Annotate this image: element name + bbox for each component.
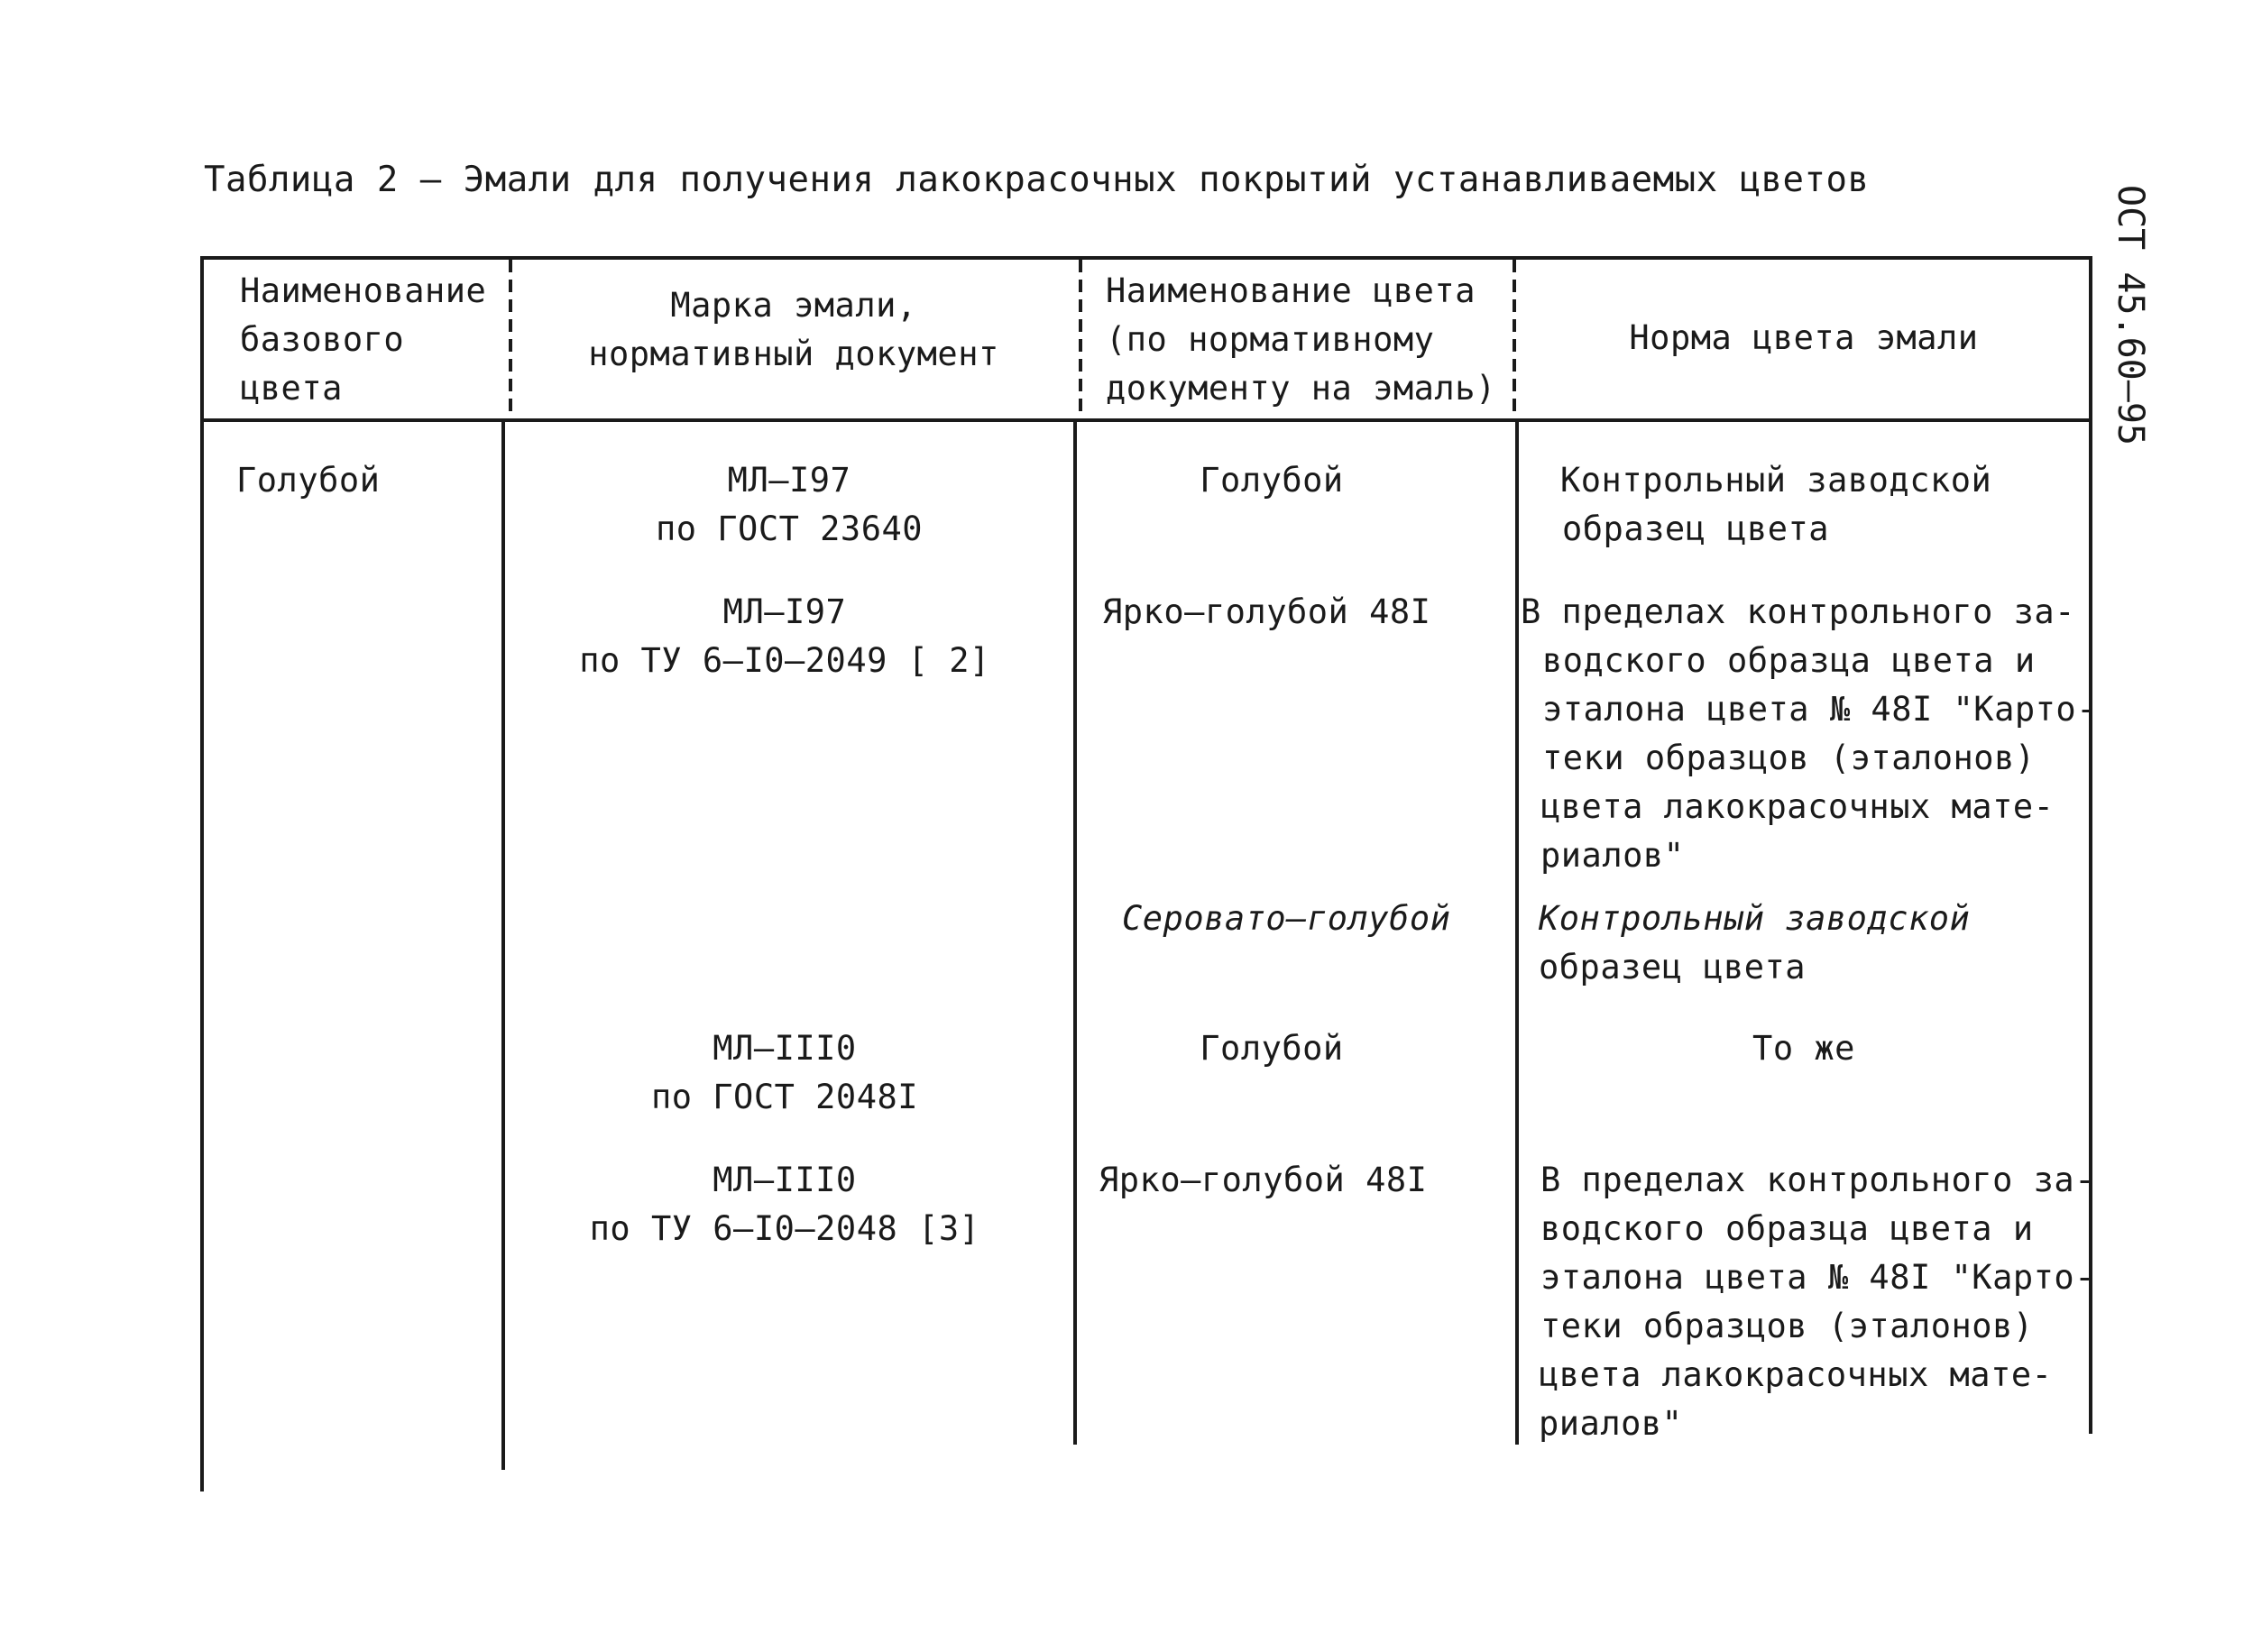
column-divider-1 [501, 420, 505, 1470]
base-color-cell: Голубой [236, 461, 381, 500]
table-top-border [204, 256, 2092, 260]
table-left-border [200, 256, 204, 1491]
header-divider-3 [1513, 260, 1516, 418]
header-bottom-border [200, 418, 2092, 422]
column-divider-2 [1073, 420, 1077, 1445]
column-divider-3 [1515, 420, 1519, 1445]
header-divider-2 [1079, 260, 1082, 418]
header-divider-1 [509, 260, 512, 418]
table-title: Таблица 2 – Эмали для получения лакокрасочных покрытий устанавливаемых цветов [204, 160, 1870, 200]
